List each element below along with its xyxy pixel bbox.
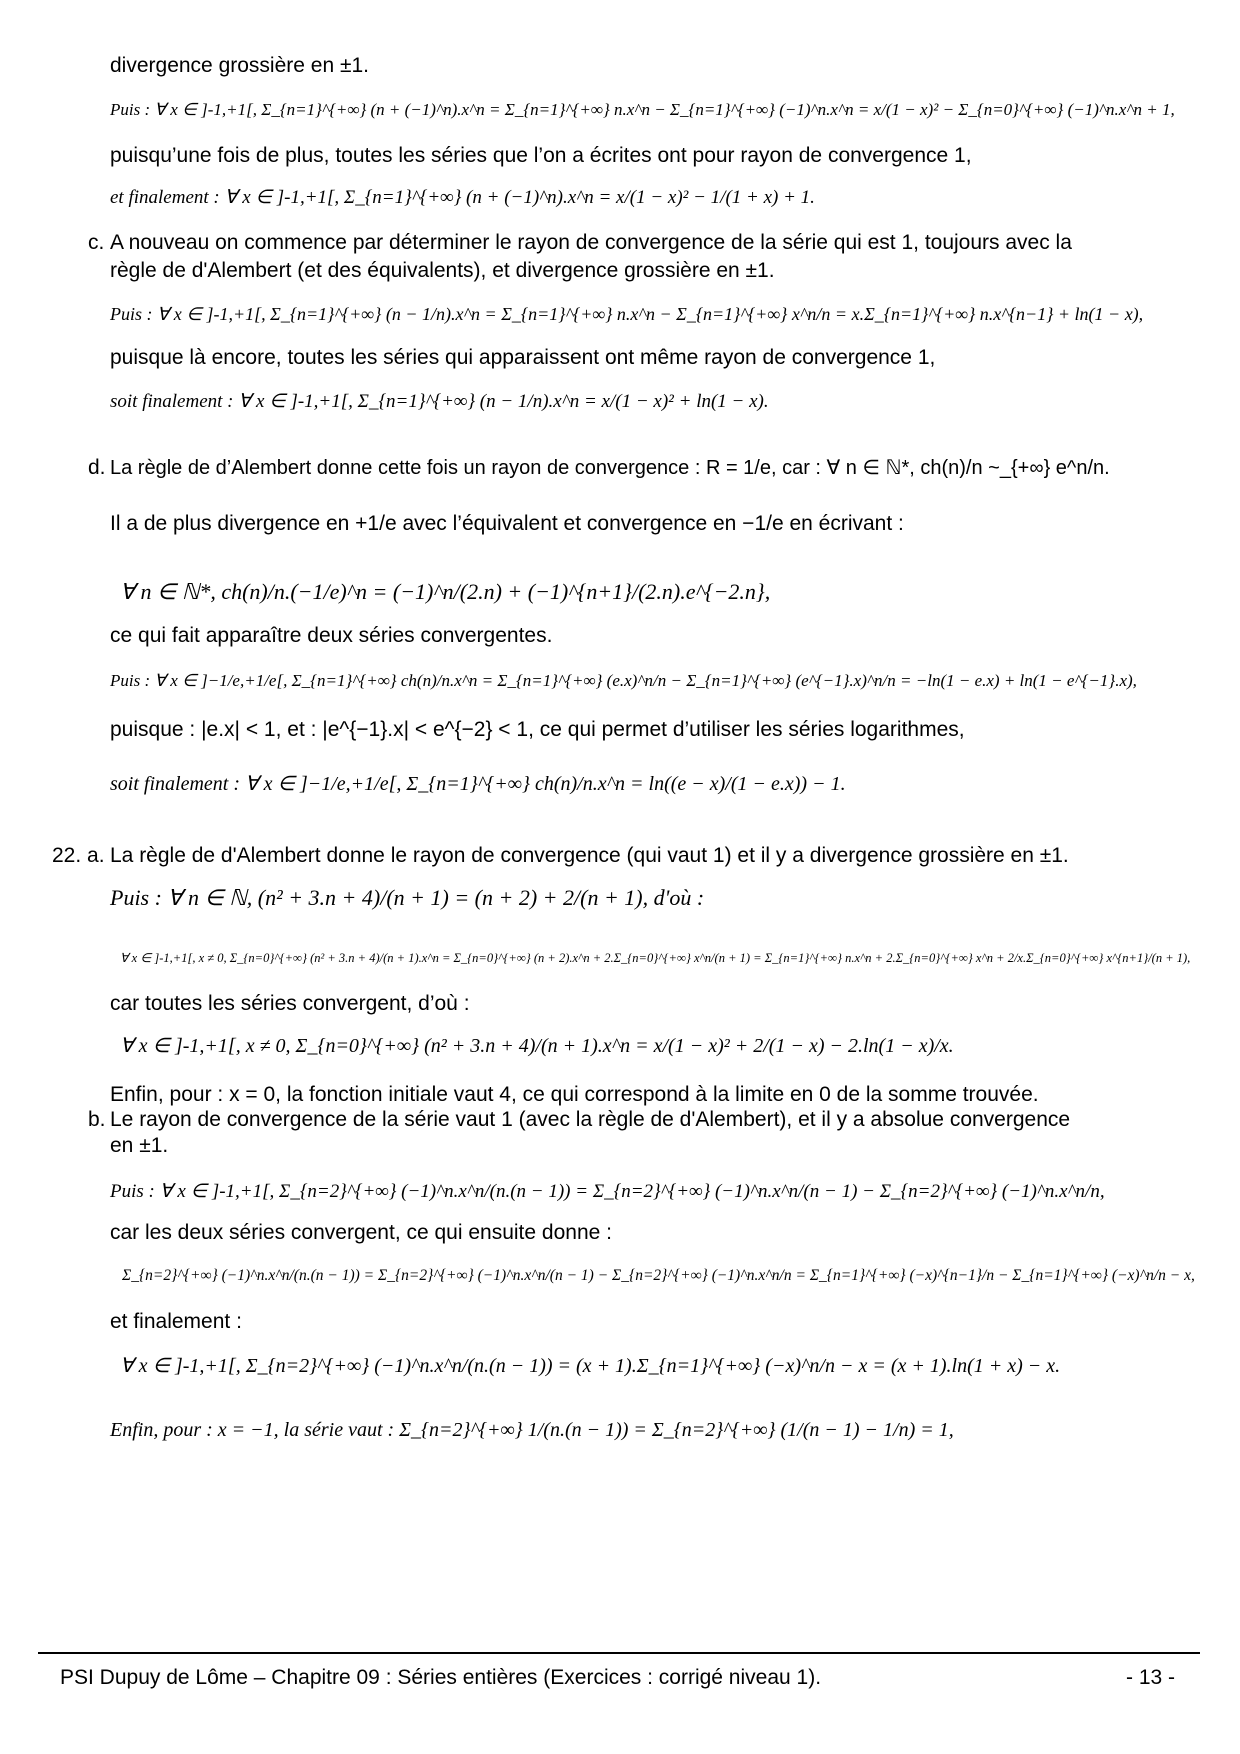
item-marker-c: c. [88, 231, 105, 254]
footer-rule [38, 1652, 1200, 1654]
footer-title: PSI Dupuy de Lôme – Chapitre 09 : Séries entières (Exercices : corrigé niveau 1). [60, 1666, 822, 1689]
item-marker-b: b. [88, 1108, 106, 1131]
text-line: puisque là encore, toutes les séries qui apparaissent ont même rayon de convergence 1, [110, 346, 936, 369]
formula-line: Puis : ∀ x ∈ ]-1,+1[, Σ_{n=1}^{+∞} (n − 1/n).x^n = Σ_{n=1}^{+∞} n.x^n − Σ_{n=1}^{+∞} x^n/n = x.Σ_{n=1}^{+∞} n.x^{n−1} + ln(1 − x), [110, 304, 1144, 324]
formula-line: Puis : ∀ x ∈ ]−1/e,+1/e[, Σ_{n=1}^{+∞} ch(n)/n.x^n = Σ_{n=1}^{+∞} (e.x)^n/n − Σ_{n=1}^{+∞} (e^{−1}.x)^n/n = −ln(1 − e.x) + ln(1 − e^{−1}.x), [110, 671, 1137, 690]
formula-line: ∀ x ∈ ]-1,+1[, x ≠ 0, Σ_{n=0}^{+∞} (n² + 3.n + 4)/(n + 1).x^n = x/(1 − x)² + 2/(1 − x) − 2.ln(1 − x)/x. [120, 1035, 954, 1057]
text-line: ce qui fait apparaître deux séries convergentes. [110, 624, 553, 647]
formula-line: Σ_{n=2}^{+∞} (−1)^n.x^n/(n.(n − 1)) = Σ_{n=2}^{+∞} (−1)^n.x^n/(n − 1) − Σ_{n=2}^{+∞} (−1)^n.x^n/n = Σ_{n=1}^{+∞} (−x)^{n−1}/n − Σ_{n=1}^{+∞} (−x)^n/n − x, [122, 1267, 1195, 1284]
text-line: La règle de d’Alembert donne cette fois un rayon de convergence : R = 1/e, car : ∀ n ∈ ℕ*, ch(n)/n ~_{+∞} e^n/n. [110, 457, 1110, 479]
text-line: en ±1. [110, 1134, 169, 1157]
text-line: et finalement : [110, 1310, 242, 1333]
text-line: Il a de plus divergence en +1/e avec l’équivalent et convergence en −1/e en écrivant : [110, 512, 904, 535]
formula-line: et finalement : ∀ x ∈ ]-1,+1[, Σ_{n=1}^{+∞} (n + (−1)^n).x^n = x/(1 − x)² − 1/(1 + x) + 1. [110, 187, 815, 208]
formula-line: Enfin, pour : x = −1, la série vaut : Σ_{n=2}^{+∞} 1/(n.(n − 1)) = Σ_{n=2}^{+∞} (1/(n − 1) − 1/n) = 1, [110, 1419, 954, 1441]
formula-line: ∀ n ∈ ℕ*, ch(n)/n.(−1/e)^n = (−1)^n/(2.n) + (−1)^{n+1}/(2.n).e^{−2.n}, [120, 579, 771, 604]
formula-line: soit finalement : ∀ x ∈ ]−1/e,+1/e[, Σ_{n=1}^{+∞} ch(n)/n.x^n = ln((e − x)/(1 − e.x)) − 1. [110, 773, 846, 795]
text-line: Le rayon de convergence de la série vaut 1 (avec la règle de d'Alembert), et il y a absolue convergence [110, 1108, 1071, 1131]
text-line: Enfin, pour : x = 0, la fonction initiale vaut 4, ce qui correspond à la limite en 0 de la somme trouvée. [110, 1083, 1039, 1106]
text-line: La règle de d'Alembert donne le rayon de convergence (qui vaut 1) et il y a divergence grossière en ±1. [110, 844, 1069, 867]
text-line: A nouveau on commence par déterminer le rayon de convergence de la série qui est 1, toujours avec la [110, 231, 1072, 254]
text-line: puisqu’une fois de plus, toutes les séries que l’on a écrites ont pour rayon de convergence 1, [110, 144, 972, 167]
page-number: - 13 - [1126, 1666, 1176, 1689]
formula-line: Puis : ∀ x ∈ ]-1,+1[, Σ_{n=1}^{+∞} (n + (−1)^n).x^n = Σ_{n=1}^{+∞} n.x^n − Σ_{n=1}^{+∞} (−1)^n.x^n = x/(1 − x)² − Σ_{n=0}^{+∞} (−1)^n.x^n + 1, [110, 100, 1175, 119]
item-marker-d: d. [88, 456, 106, 479]
text-line: puisque : |e.x| < 1, et : |e^{−1}.x| < e^{−2} < 1, ce qui permet d’utiliser les séries logarithmes, [110, 718, 965, 741]
text-line: car toutes les séries convergent, d’où : [110, 992, 470, 1015]
text-line: car les deux séries convergent, ce qui ensuite donne : [110, 1221, 612, 1244]
text-line: règle de d'Alembert (et des équivalents), et divergence grossière en ±1. [110, 259, 775, 282]
formula-line: Puis : ∀ n ∈ ℕ, (n² + 3.n + 4)/(n + 1) = (n + 2) + 2/(n + 1), d'où : [110, 885, 705, 910]
formula-line: Puis : ∀ x ∈ ]-1,+1[, Σ_{n=2}^{+∞} (−1)^n.x^n/(n.(n − 1)) = Σ_{n=2}^{+∞} (−1)^n.x^n/(n − 1) − Σ_{n=2}^{+∞} (−1)^n.x^n/n, [110, 1181, 1105, 1202]
formula-line: ∀ x ∈ ]-1,+1[, Σ_{n=2}^{+∞} (−1)^n.x^n/(n.(n − 1)) = (x + 1).Σ_{n=1}^{+∞} (−x)^n/n − x = (x + 1).ln(1 + x) − x. [120, 1355, 1061, 1377]
formula-line: ∀ x ∈ ]-1,+1[, x ≠ 0, Σ_{n=0}^{+∞} (n² + 3.n + 4)/(n + 1).x^n = Σ_{n=0}^{+∞} (n + 2).x^n + 2.Σ_{n=0}^{+∞} x^n/(n + 1) = Σ_{n=1}^{+∞} n.x^n + 2.Σ_{n=0}^{+∞} x^n + 2/x.Σ_{n=0}^{+∞} x^{n+1}/(n + 1), [120, 951, 1191, 965]
formula-line: soit finalement : ∀ x ∈ ]-1,+1[, Σ_{n=1}^{+∞} (n − 1/n).x^n = x/(1 − x)² + ln(1 − x). [110, 391, 769, 412]
text-line: divergence grossière en ±1. [110, 54, 370, 77]
item-marker-22a: 22. a. [52, 844, 105, 867]
